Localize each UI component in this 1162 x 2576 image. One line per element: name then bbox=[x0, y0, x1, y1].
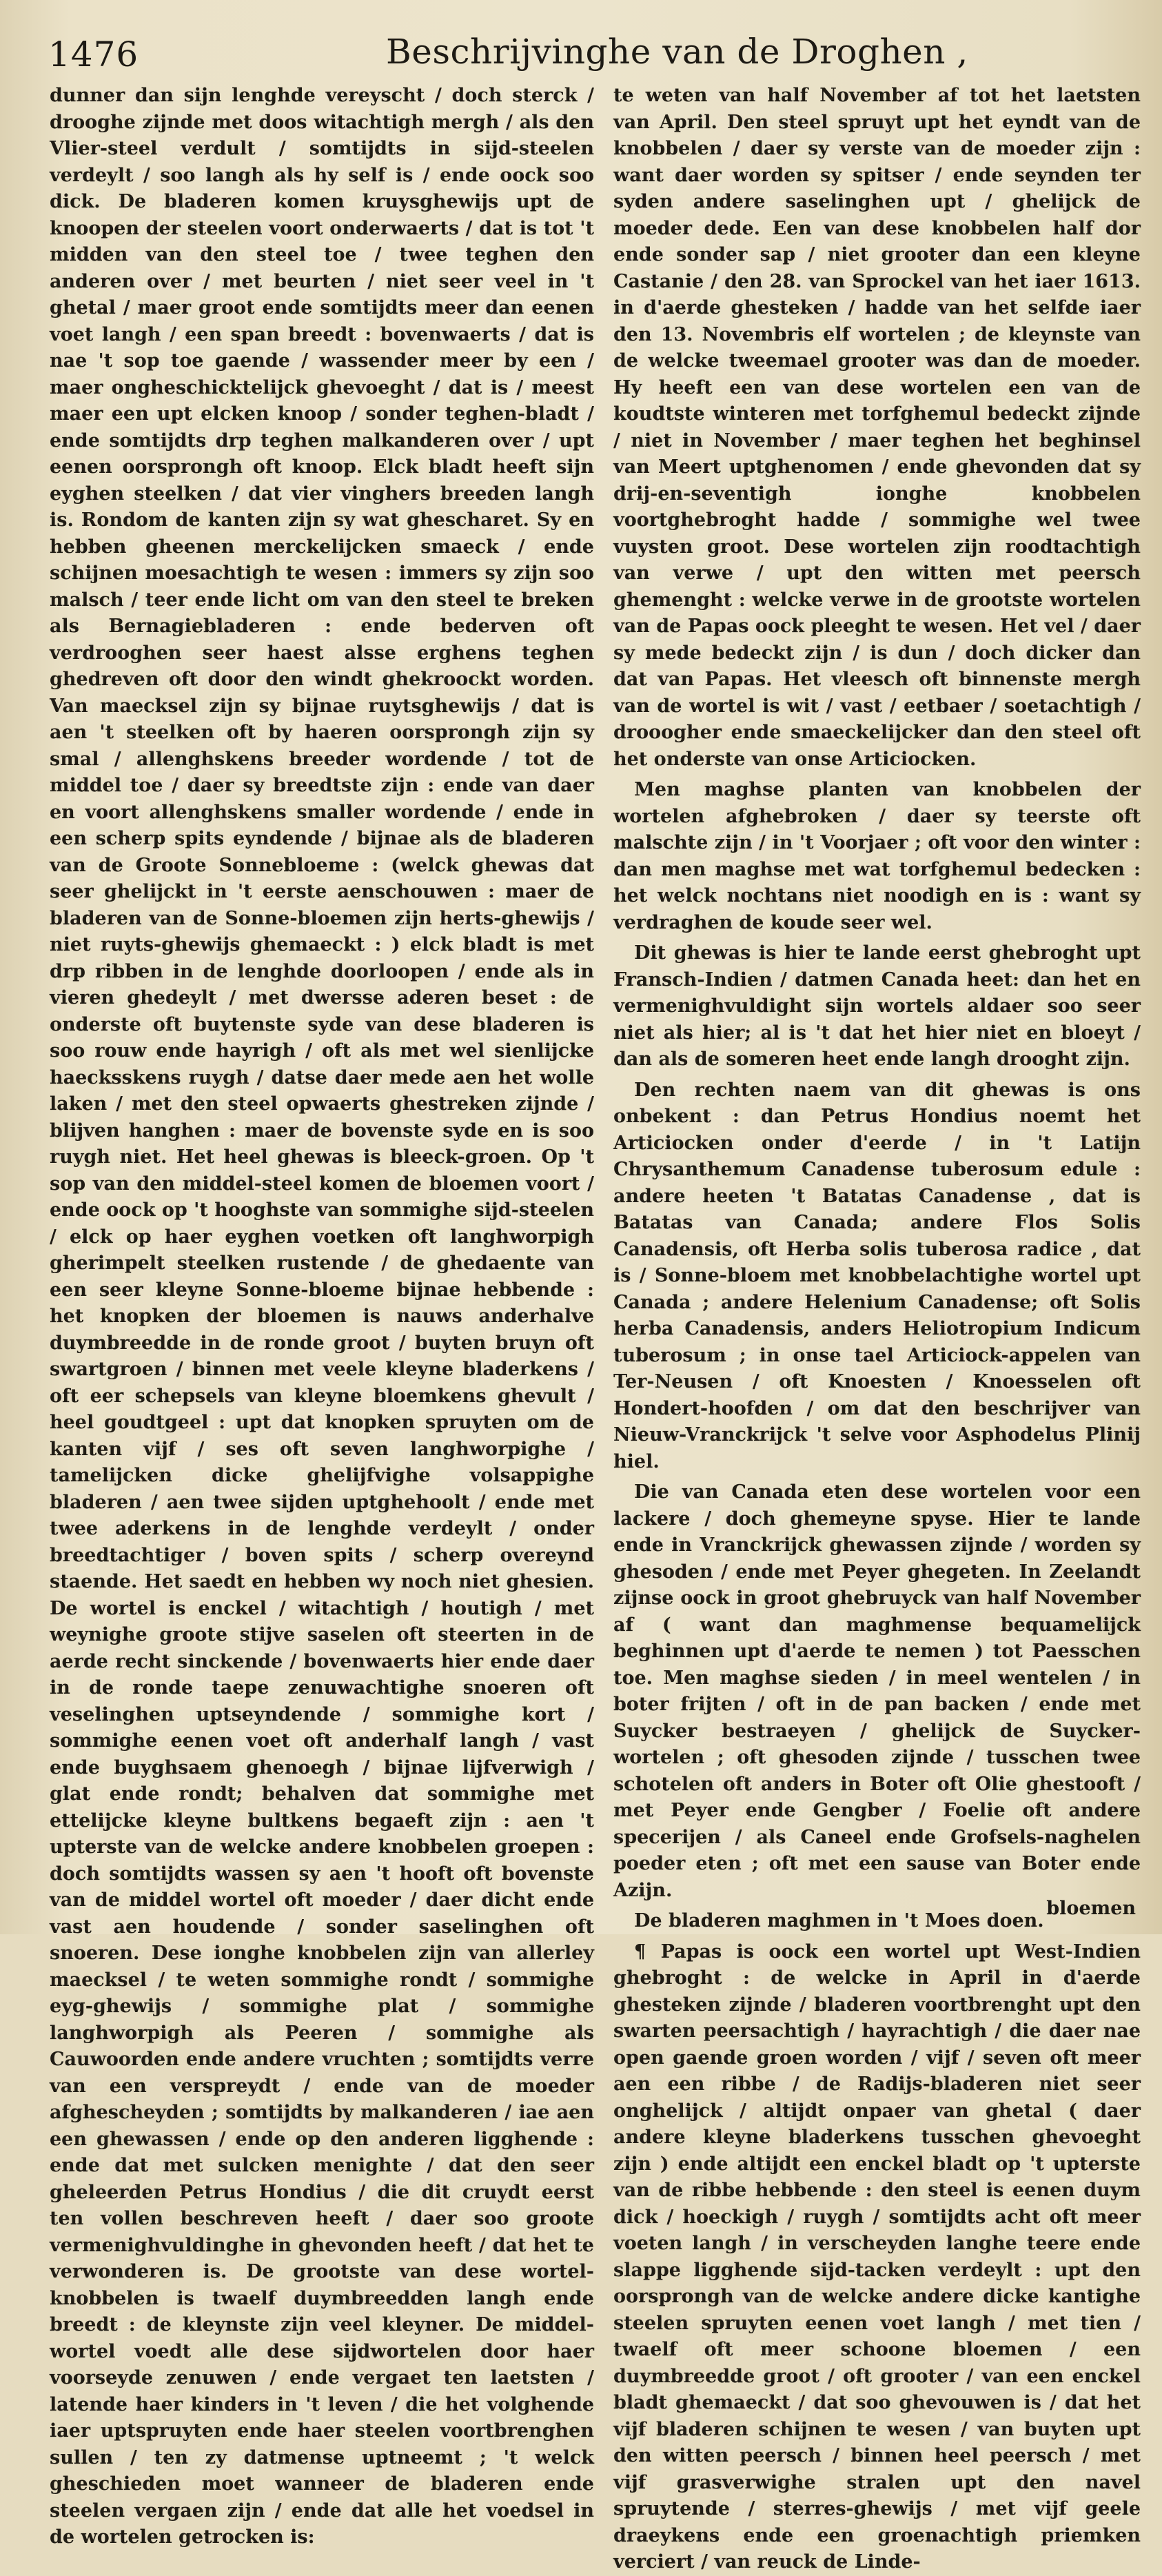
left-column bbox=[50, 83, 594, 2548]
catchword: bloemen bbox=[1046, 1898, 1136, 1919]
right-column bbox=[613, 83, 1141, 2573]
page-number: 1476 bbox=[48, 34, 139, 74]
paragraph: Men maghse planten van knobbelen der wortelen afghebroken / daer sy teerste oft malschte zijn / in 't Voorjaer ; oft voor den winter : dan men maghse met wat torfghemul bedecken : het welck nochtans niet noodigh en is : want sy verdraghen de koude seer wel. bbox=[613, 779, 1141, 933]
paragraph: ¶ Papas is oock een wortel upt West-Indien ghebroght : de welcke in April in d'aerde ghesteken zijnde / bladeren voortbrenght upt den swarten peersachtigh / hayrachtigh / die daer nae open gaende groen worden / vijf / seven oft meer aen een ribbe / de Radijs-bladeren niet seer onghelijck / altijdt onpaer van ghetal ( daer andere kleyne bladerkens tusschen ghevoeght zijn ) ende altijdt een enckel bladt op 't upterste van de ribbe hebbende : den steel is eenen duym dick / hoeckigh / ruygh / somtijdts acht oft meer voeten langh / in verscheyden langhe teere ende slappe ligghende sijd-tacken verdeylt : upt den oorsprongh van de welcke andere dicke kantighe steelen spruyten eenen voet langh / met tien / twaelf oft meer schoone bloemen / een duymbreedde groot / oft grooter / van een enckel bladt ghemaeckt / dat soo ghevouwen is / dat het vijf bladeren schijnen te wesen / van buyten upt den witten peersch / binnen heel peersch / met vijf grasverwighe stralen upt den navel spruytende / sterres-ghewijs / met vijf geele draeykens ende een groenachtigh priemken verciert / van reuck de Linde- bbox=[613, 1940, 1141, 2573]
page-header bbox=[48, 28, 1100, 90]
paragraph: dunner dan sijn lenghde vereyscht / doch sterck / drooghe zijnde met doos witachtigh mergh / als den Vlier-steel verdult / somtijdts in sijd-steelen verdeylt / soo langh als hy self is / ende oock soo dick. De bladeren komen kruysghewijs upt de knoopen der steelen voort onderwaerts / dat is tot 't midden van den steel toe / twee teghen den anderen over / met beurten / niet seer veel in 't ghetal / maer groot ende somtijdts meer dan eenen voet langh / een span breedt : bovenwaerts / dat is nae 't sop toe gaende / wassender meer by een / maer ongheschicktelijck ghevoeght / dat is / meest maer een upt elcken knoop / sonder teghen-bladt / ende somtijdts drp teghen malkanderen over / upt eenen oorsprongh oft knoop. Elck bladt heeft sijn eyghen steelken / dat vier vinghers breeden langh is. Rondom de kanten zijn sy wat ghescharet. Sy en hebben gheenen merckelijcken smaeck / ende schijnen moesachtigh te wesen : immers sy zijn soo malsch / teer ende licht om van den steel te breken als Bernagiebladeren : ende bederven oft verdrooghen seer haest alsse erghens teghen ghedreven oft door den windt ghekroockt worden. Van maecksel zijn sy bijnae ruytsghewijs / dat is aen 't steelken oft by haeren oorsprongh zijn sy smal / allenghskens breeder wordende / tot de middel toe / daer sy breedtste zijn : ende van daer en voort allenghskens smaller wordende / ende in een scherp spits eyndende / bijnae als de bladeren van de Groote Sonnebloeme : (welck ghewas dat seer ghelijckt in 't eerste aenschouwen : maer de bladeren van de Sonne-bloemen zijn herts-ghewijs / niet ruyts-ghewijs ghemaeckt : ) elck bladt is met drp ribben in de lenghde doorloopen / ende als in vieren ghedeylt / met dwersse aderen beset : de onderste oft buytenste syde van dese bladeren is soo rouw ende hayrigh / oft als met wel sienlijcke haecksskens ruygh / datse daer mede aen het wolle laken / met den steel opwaerts ghestreken zijnde / blijven hanghen : maer de bovenste syde en is soo ruygh niet. Het heel ghewas is bleeck-groen. Op 't sop van den middel-steel komen de bloemen voort / ende oock op 't hooghste van sommighe sijd-steelen / elck op haer eyghen voetken oft langhworpigh gherimpelt steelken rustende / de ghedaente van een seer kleyne Sonne-bloeme bijnae hebbende : het knopken der bloemen is nauws anderhalve duymbreedde in de ronde groot / buyten bruyn oft swartgroen / binnen met veele kleyne bladerkens / oft eer schepsels van kleyne bloemkens ghevult / heel goudtgeel : upt dat knopken spruyten om de kanten vijf / ses oft seven langhworpighe / tamelijcken dicke ghelijfvighe volsappighe bladeren / aen twee sijden uptghehoolt / ende met twee aderkens in de lenghde verdeylt / onder breedtachtiger / boven spits / scherp overeynd staende. Het saedt en hebben wy noch niet ghesien. De wortel is enckel / witachtigh / houtigh / met weynighe groote stijve saselen oft steerten in de aerde recht sinckende / bovenwaerts hier ende daer in de ronde taepe zenuwachtighe snoeren oft veselinghen uptseyndende / sommighe kort / sommighe eenen voet oft anderhalf langh / vast ende buyghsaem ghenoegh / bijnae lijfverwigh / glat ende rondt; behalven dat sommighe met ettelijcke kleyne bultkens begaeft zijn : aen 't upterste van de welcke andere knobbelen groepen : doch somtijdts wassen sy aen 't hooft oft bovenste van de middel wortel oft moeder / daer dicht ende vast aen houdende / sonder saselinghen oft snoeren. Dese ionghe knobbelen zijn van allerley maecksel / te weten sommighe rondt / sommighe eyg-ghewijs / sommighe plat / sommighe langhworpigh als Peeren / sommighe als Cauwoorden ende andere vruchten ; somtijdts verre van een verspreydt / ende van de moeder afghescheyden ; somtijdts by malkanderen / iae aen een ghewassen / ende op den anderen ligghende : ende dat met sulcken menighte / dat den seer gheleerden Petrus Hondius / die dit cruydt eerst ten vollen beschreven heeft / daer soo groote vermenighvuldinghe in ghevonden heeft / dat het te verwonderen is. De grootste van dese wortel-knobbelen is twaelf duymbreedden langh ende breedt : de kleynste zijn veel kleyner. De middel-wortel voedt alle dese sijdwortelen door haer voorseyde zenuwen / ende vergaet ten laetsten / latende haer kinders in 't leven / die het volghende iaer uptspruyten ende haer steelen voortbrenghen sullen / ten zy datmense uptneemt ; 't welck gheschieden moet wanneer de bladeren ende steelen vergaen zijn / ende dat alle het voedsel in de wortelen getrocken is: bbox=[50, 85, 594, 2548]
paragraph: Die van Canada eten dese wortelen voor een lackere / doch ghemeyne spyse. Hier te lande ende in Vranckrijck ghewassen zijnde / worden sy ghesoden / ende met Peyer ghegeten. In Zeelandt zijnse oock in groot ghebruyck van half November af ( want dan maghmense bequamelijck beghinnen upt d'aerde te nemen ) tot Paesschen toe. Men maghse sieden / in meel wentelen / in boter frijten / oft in de pan backen / ende met Suycker bestraeyen / ghelijck de Suycker-wortelen ; oft ghesoden zijnde / tusschen twee schotelen oft anders in Boter oft Olie ghestooft / met Peyer ende Gengber / Foelie oft andere specerijen / als Caneel ende Grofsels-naghelen poeder eten ; oft met een sause van Boter ende Azijn. bbox=[613, 1481, 1141, 1901]
paragraph: De bladeren maghmen in 't Moes doen. bbox=[634, 1910, 1044, 1931]
paragraph: te weten van half November af tot het laetsten van April. Den steel spruyt upt het eyndt van de knobbelen / daer sy verste van de moeder zijn : want daer worden sy spitser / ende seynden ter syden andere saselinghen upt / ghelijck de moeder dede. Een van dese knobbelen half dor ende sonder sap / niet grooter dan een kleyne Castanie / den 28. van Sprockel van het iaer 1613. in d'aerde ghesteken / hadde van het selfde iaer den 13. Novembris elf wortelen ; de kleynste van de welcke tweemael grooter was dan de moeder. Hy heeft een van dese wortelen een van de koudtste winteren met torfghemul bedeckt zijnde / niet in November / maer teghen het beghinsel van Meert uptghenomen / ende ghevonden dat sy drij-en-seventigh ionghe knobbelen voortghebroght hadde / sommighe wel twee vuysten groot. Dese wortelen zijn roodtachtigh van verwe / upt den witten met peersch ghemenght : welcke verwe in de grootste wortelen van de Papas oock pleeght te wesen. Het vel / daer sy mede bedeckt zijn / is dun / doch dicker dan dat van Papas. Het vleesch oft binnenste mergh van de wortel is wit / vast / eetbaer / soetachtigh / drooogher ende smaeckelijcker dan den steel oft het onderste van onse Articiocken. bbox=[613, 85, 1141, 770]
running-title: Beschrijvinghe van de Droghen , bbox=[386, 32, 968, 72]
paragraph: Dit ghewas is hier te lande eerst ghebroght upt Fransch-Indien / datmen Canada heet: dan het en vermenighvuldight sijn wortels aldaer soo seer niet als hier; al is 't dat het hier niet en bloeyt / dan als de someren heet ende langh drooght zijn. bbox=[613, 942, 1141, 1070]
paragraph: Den rechten naem van dit ghewas is ons onbekent : dan Petrus Hondius noemt het Articiocken onder d'eerde / in 't Latijn Chrysanthemum Canadense tuberosum edule : andere heeten 't Batatas Canadense , dat is Batatas van Canada; andere Flos Solis Canadensis, oft Herba solis tuberosa radice , dat is / Sonne-bloem met knobbelachtighe wortel upt Canada ; andere Helenium Canadense; oft Solis herba Canadensis, anders Heliotropium Indicum tuberosum ; in onse tael Articiock-appelen van Ter-Neusen / oft Knoesten / Knoesselen oft Hondert-hoofden / om dat den beschrijver van Nieuw-Vranckrijck 't selve voor Asphodelus Plinij hiel. bbox=[613, 1079, 1141, 1472]
